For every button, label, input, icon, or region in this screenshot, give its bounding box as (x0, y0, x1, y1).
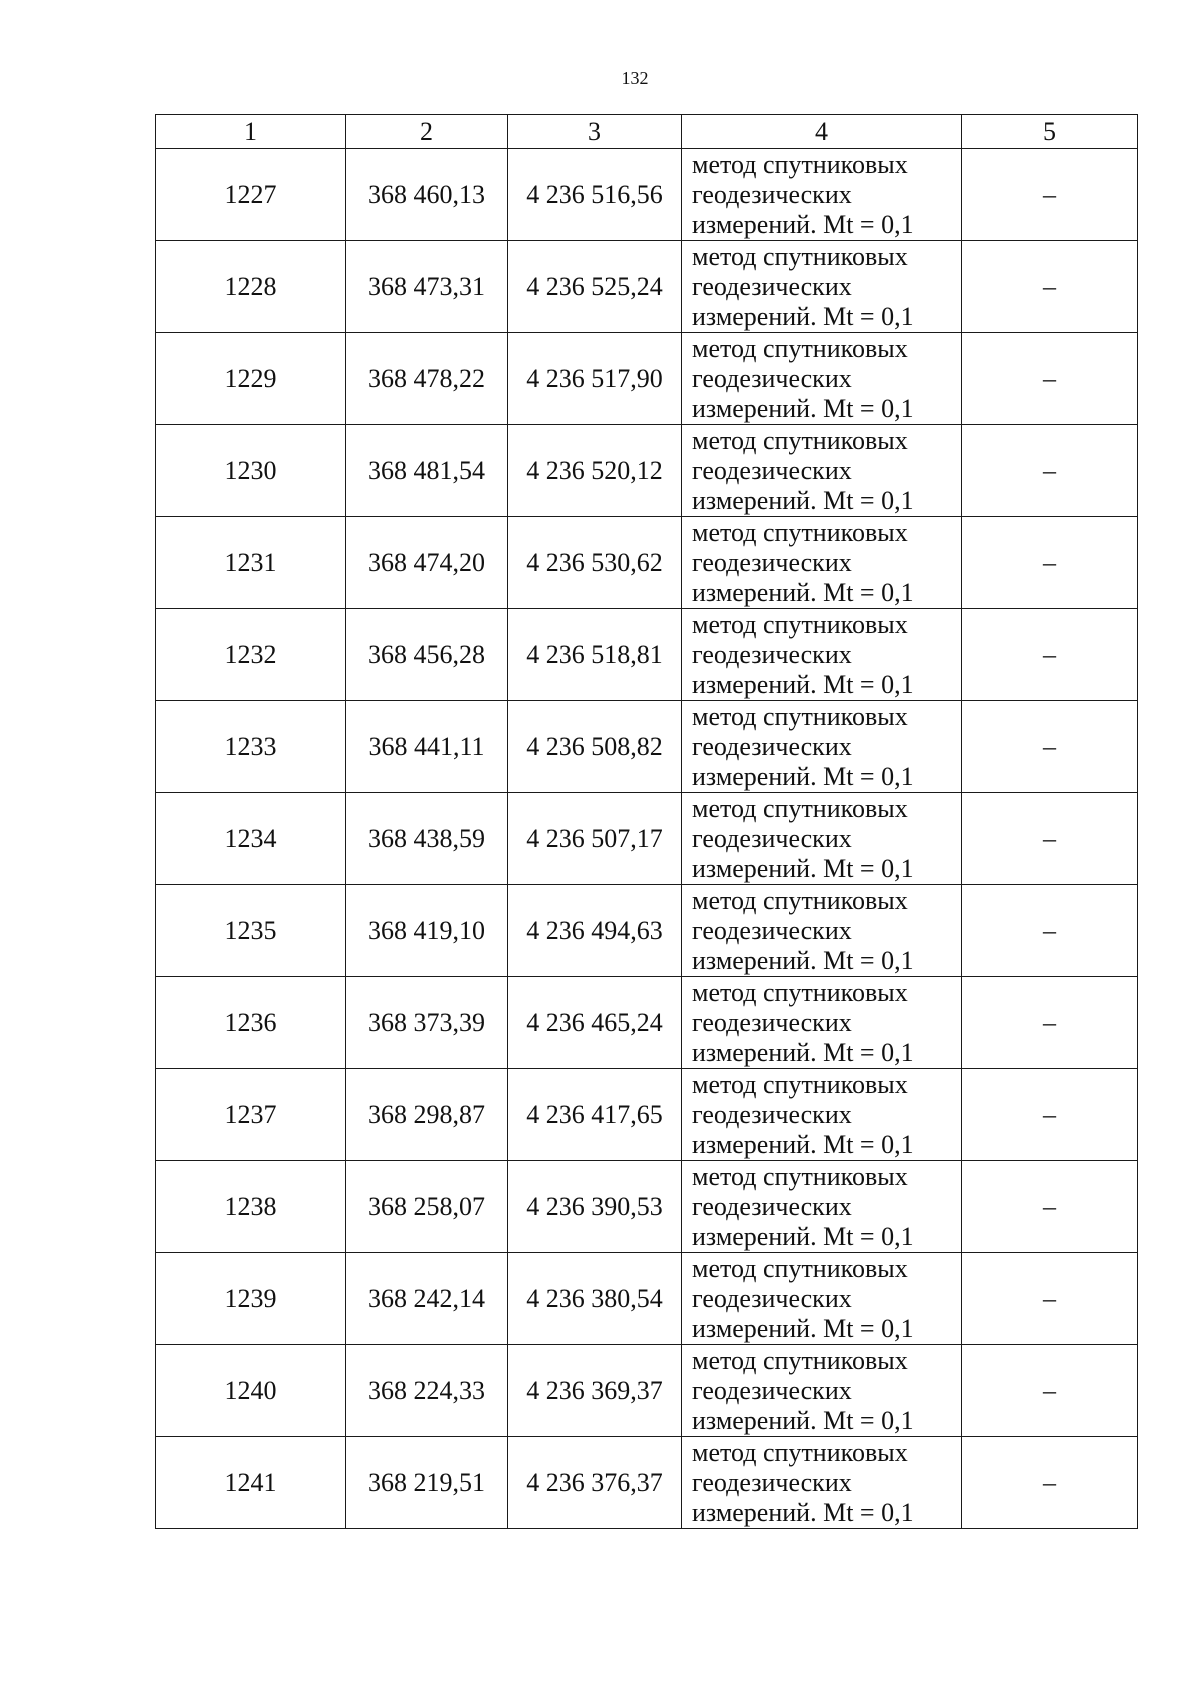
method-cell (682, 885, 962, 977)
method-line: метод спутниковых (692, 701, 908, 731)
method-line: геодезических (692, 915, 852, 945)
x-coordinate-cell: 368 441,11 (346, 701, 508, 793)
method-line: метод спутниковых (692, 1437, 908, 1467)
note-cell: – (962, 1069, 1138, 1161)
point-number-cell: 1241 (156, 1437, 346, 1529)
method-line: измерений. Mt = 0,1 (692, 1037, 914, 1067)
note-cell: – (962, 517, 1138, 609)
y-coordinate-cell: 4 236 380,54 (508, 1253, 682, 1345)
method-cell (682, 149, 962, 241)
method-line: метод спутниковых (692, 241, 908, 271)
point-number-cell: 1237 (156, 1069, 346, 1161)
note-cell: – (962, 1437, 1138, 1529)
note-cell: – (962, 425, 1138, 517)
method-cell (682, 701, 962, 793)
point-number-cell: 1236 (156, 977, 346, 1069)
point-number-cell: 1238 (156, 1161, 346, 1253)
method-line: измерений. Mt = 0,1 (692, 1129, 914, 1159)
x-coordinate-cell: 368 481,54 (346, 425, 508, 517)
point-number-cell: 1230 (156, 425, 346, 517)
table-row (156, 1161, 1138, 1253)
table-row (156, 1345, 1138, 1437)
method-line: измерений. Mt = 0,1 (692, 1405, 914, 1435)
note-cell: – (962, 793, 1138, 885)
method-cell (682, 1437, 962, 1529)
x-coordinate-cell: 368 419,10 (346, 885, 508, 977)
method-cell (682, 1069, 962, 1161)
y-coordinate-cell: 4 236 465,24 (508, 977, 682, 1069)
y-coordinate-cell: 4 236 508,82 (508, 701, 682, 793)
point-number-cell: 1228 (156, 241, 346, 333)
method-cell (682, 609, 962, 701)
table-body (156, 149, 1138, 1529)
method-line: метод спутниковых (692, 425, 908, 455)
y-coordinate-cell: 4 236 494,63 (508, 885, 682, 977)
coordinates-table (155, 114, 1138, 1529)
x-coordinate-cell: 368 258,07 (346, 1161, 508, 1253)
method-line: измерений. Mt = 0,1 (692, 945, 914, 975)
x-coordinate-cell: 368 478,22 (346, 333, 508, 425)
table-row (156, 425, 1138, 517)
point-number-cell: 1231 (156, 517, 346, 609)
method-line: геодезических (692, 1191, 852, 1221)
note-cell: – (962, 1345, 1138, 1437)
method-line: метод спутниковых (692, 333, 908, 363)
point-number-cell: 1240 (156, 1345, 346, 1437)
method-cell (682, 977, 962, 1069)
x-coordinate-cell: 368 460,13 (346, 149, 508, 241)
method-line: метод спутниковых (692, 1069, 908, 1099)
table-row (156, 149, 1138, 241)
method-line: измерений. Mt = 0,1 (692, 577, 914, 607)
x-coordinate-cell: 368 242,14 (346, 1253, 508, 1345)
y-coordinate-cell: 4 236 530,62 (508, 517, 682, 609)
method-line: геодезических (692, 1283, 852, 1313)
method-line: геодезических (692, 1467, 852, 1497)
x-coordinate-cell: 368 219,51 (346, 1437, 508, 1529)
method-cell (682, 517, 962, 609)
y-coordinate-cell: 4 236 517,90 (508, 333, 682, 425)
table-row (156, 977, 1138, 1069)
point-number-cell: 1227 (156, 149, 346, 241)
method-cell (682, 1161, 962, 1253)
method-line: метод спутниковых (692, 517, 908, 547)
column-header-3: 3 (508, 115, 682, 149)
method-line: измерений. Mt = 0,1 (692, 1497, 914, 1527)
y-coordinate-cell: 4 236 376,37 (508, 1437, 682, 1529)
x-coordinate-cell: 368 373,39 (346, 977, 508, 1069)
method-line: геодезических (692, 363, 852, 393)
table-row (156, 333, 1138, 425)
note-cell: – (962, 149, 1138, 241)
method-line: метод спутниковых (692, 149, 908, 179)
table-row (156, 517, 1138, 609)
method-line: геодезических (692, 1375, 852, 1405)
note-cell: – (962, 609, 1138, 701)
y-coordinate-cell: 4 236 525,24 (508, 241, 682, 333)
column-header-5: 5 (962, 115, 1138, 149)
y-coordinate-cell: 4 236 516,56 (508, 149, 682, 241)
method-line: измерений. Mt = 0,1 (692, 1313, 914, 1343)
table-row (156, 1253, 1138, 1345)
note-cell: – (962, 701, 1138, 793)
x-coordinate-cell: 368 224,33 (346, 1345, 508, 1437)
method-cell (682, 1345, 962, 1437)
method-line: измерений. Mt = 0,1 (692, 1221, 914, 1251)
method-cell (682, 425, 962, 517)
method-line: метод спутниковых (692, 977, 908, 1007)
table-row (156, 1437, 1138, 1529)
x-coordinate-cell: 368 456,28 (346, 609, 508, 701)
method-cell (682, 1253, 962, 1345)
method-cell (682, 241, 962, 333)
method-line: метод спутниковых (692, 1345, 908, 1375)
y-coordinate-cell: 4 236 520,12 (508, 425, 682, 517)
method-cell (682, 333, 962, 425)
method-line: измерений. Mt = 0,1 (692, 669, 914, 699)
method-line: метод спутниковых (692, 885, 908, 915)
point-number-cell: 1229 (156, 333, 346, 425)
note-cell: – (962, 333, 1138, 425)
table-row (156, 701, 1138, 793)
y-coordinate-cell: 4 236 417,65 (508, 1069, 682, 1161)
point-number-cell: 1235 (156, 885, 346, 977)
note-cell: – (962, 1161, 1138, 1253)
method-cell (682, 793, 962, 885)
note-cell: – (962, 885, 1138, 977)
table-row (156, 241, 1138, 333)
method-line: измерений. Mt = 0,1 (692, 209, 914, 239)
header-row (156, 115, 1138, 149)
y-coordinate-cell: 4 236 518,81 (508, 609, 682, 701)
note-cell: – (962, 977, 1138, 1069)
method-line: метод спутниковых (692, 793, 908, 823)
y-coordinate-cell: 4 236 390,53 (508, 1161, 682, 1253)
point-number-cell: 1233 (156, 701, 346, 793)
table-row (156, 885, 1138, 977)
page-number: 132 (621, 68, 649, 88)
method-line: геодезических (692, 179, 852, 209)
column-header-1: 1 (156, 115, 346, 149)
column-header-4: 4 (682, 115, 962, 149)
method-line: измерений. Mt = 0,1 (692, 853, 914, 883)
x-coordinate-cell: 368 474,20 (346, 517, 508, 609)
method-line: геодезических (692, 639, 852, 669)
y-coordinate-cell: 4 236 507,17 (508, 793, 682, 885)
column-header-2: 2 (346, 115, 508, 149)
method-line: геодезических (692, 1099, 852, 1129)
point-number-cell: 1234 (156, 793, 346, 885)
method-line: геодезических (692, 547, 852, 577)
method-line: геодезических (692, 1007, 852, 1037)
table-row (156, 609, 1138, 701)
method-line: измерений. Mt = 0,1 (692, 301, 914, 331)
method-line: геодезических (692, 271, 852, 301)
x-coordinate-cell: 368 298,87 (346, 1069, 508, 1161)
table-header (156, 115, 1138, 149)
method-line: измерений. Mt = 0,1 (692, 485, 914, 515)
note-cell: – (962, 1253, 1138, 1345)
point-number-cell: 1232 (156, 609, 346, 701)
note-cell: – (962, 241, 1138, 333)
y-coordinate-cell: 4 236 369,37 (508, 1345, 682, 1437)
x-coordinate-cell: 368 438,59 (346, 793, 508, 885)
point-number-cell: 1239 (156, 1253, 346, 1345)
method-line: метод спутниковых (692, 1253, 908, 1283)
method-line: геодезических (692, 823, 852, 853)
method-line: метод спутниковых (692, 1161, 908, 1191)
method-line: геодезических (692, 455, 852, 485)
method-line: измерений. Mt = 0,1 (692, 393, 914, 423)
x-coordinate-cell: 368 473,31 (346, 241, 508, 333)
method-line: геодезических (692, 731, 852, 761)
method-line: метод спутниковых (692, 609, 908, 639)
table-row (156, 793, 1138, 885)
table-row (156, 1069, 1138, 1161)
method-line: измерений. Mt = 0,1 (692, 761, 914, 791)
